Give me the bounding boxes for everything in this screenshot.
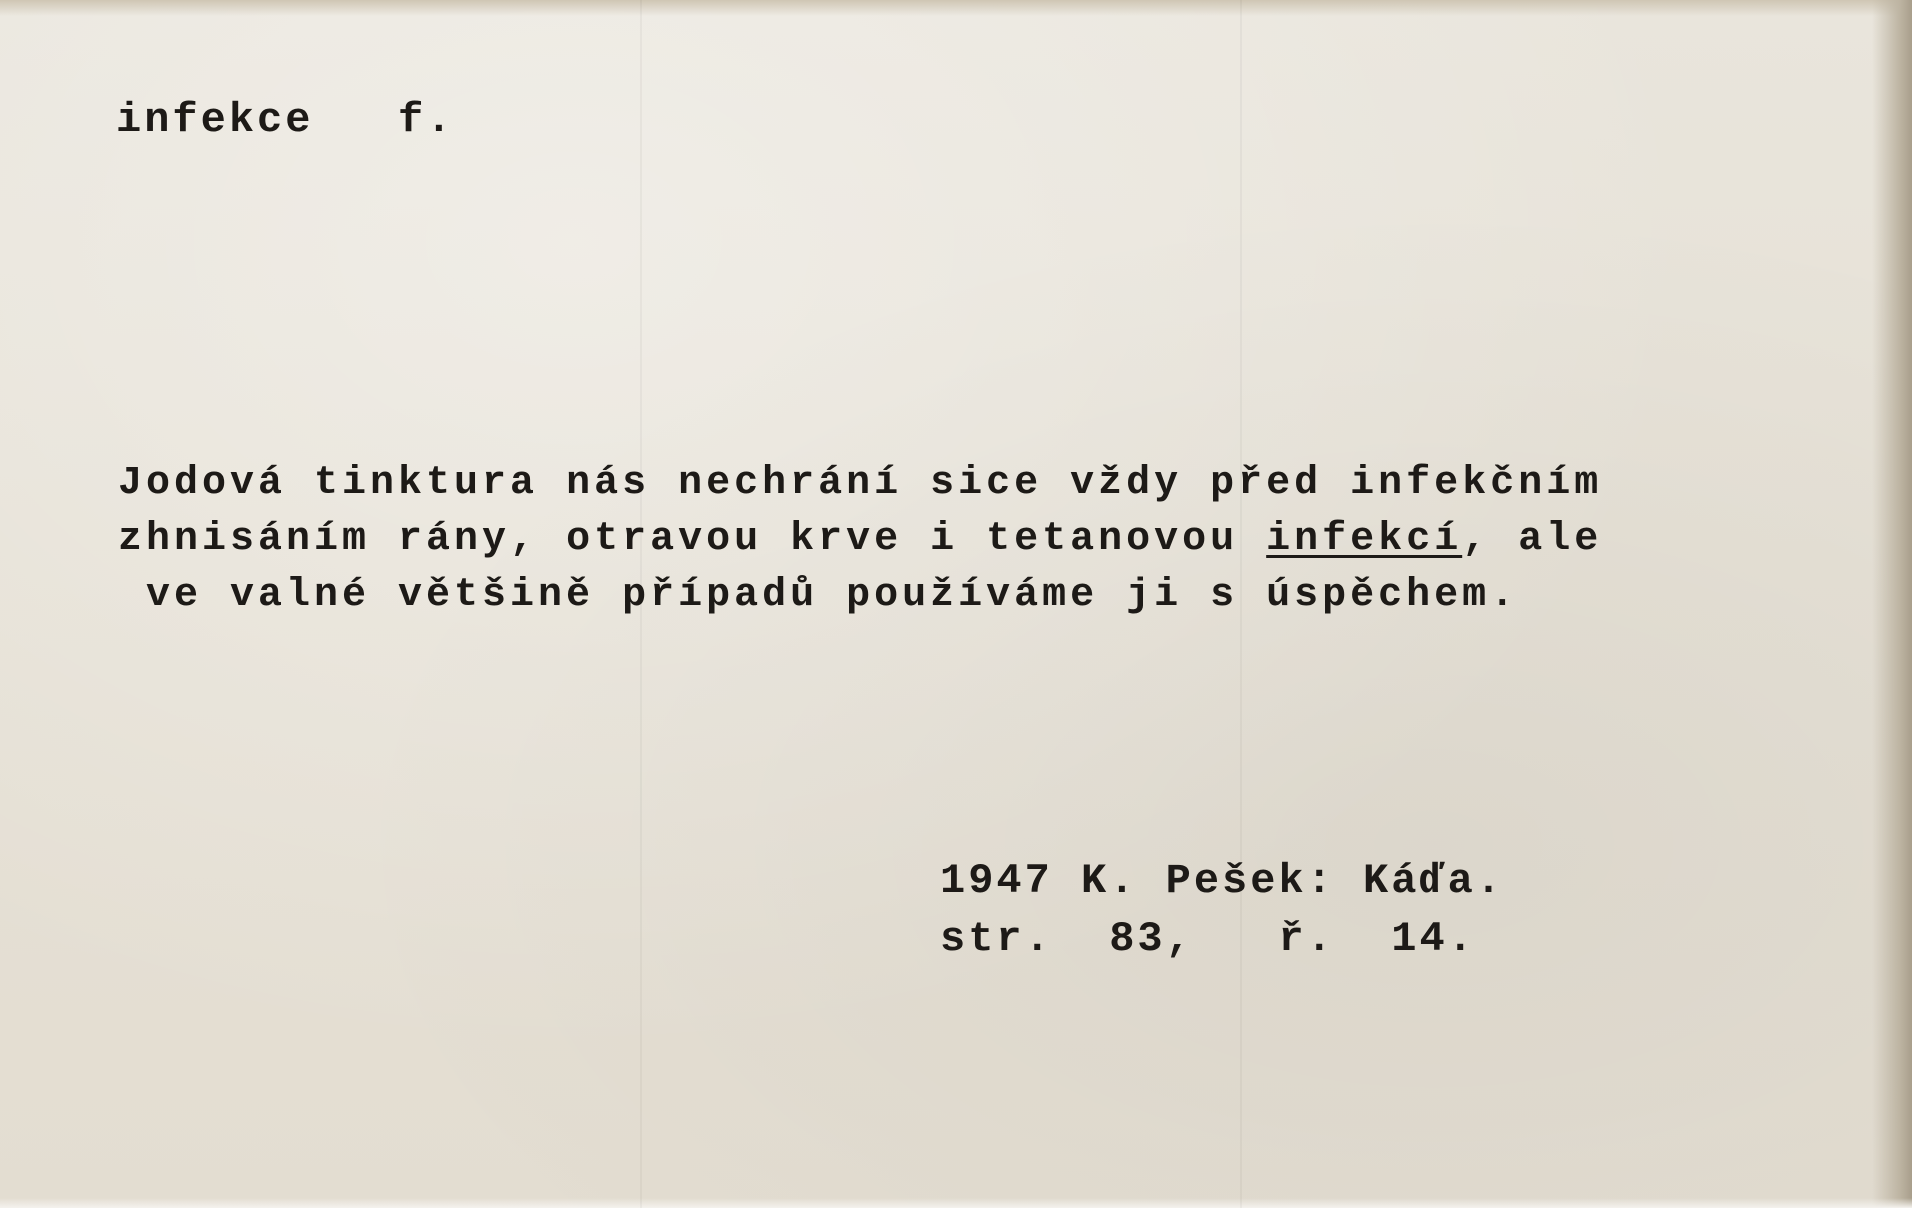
paper-edge-right bbox=[1872, 0, 1912, 1208]
quote-text bbox=[118, 456, 1602, 624]
quote-line-1: Jodová tinktura nás nechrání sice vždy před infekčním bbox=[118, 461, 1603, 506]
quote-line-2-after: , ale bbox=[1462, 517, 1603, 562]
source-line-1: 1947 K. Pešek: Káďa. bbox=[940, 857, 1505, 905]
paper-edge-bottom bbox=[0, 1198, 1912, 1208]
paper-edge-top bbox=[0, 0, 1912, 16]
source-line-2: str. 83, ř. 14. bbox=[940, 915, 1476, 963]
quote-line-2 bbox=[118, 512, 1602, 568]
quote-line-3: ve valné většině případů používáme ji s úspěchem. bbox=[146, 573, 1519, 618]
underlined-word: infekcí bbox=[1266, 517, 1463, 562]
quote-line-2-before: zhnisáním rány, otravou krve i tetanovou bbox=[118, 517, 1267, 562]
headword: infekce f. bbox=[116, 96, 455, 144]
source-citation bbox=[940, 852, 1504, 968]
